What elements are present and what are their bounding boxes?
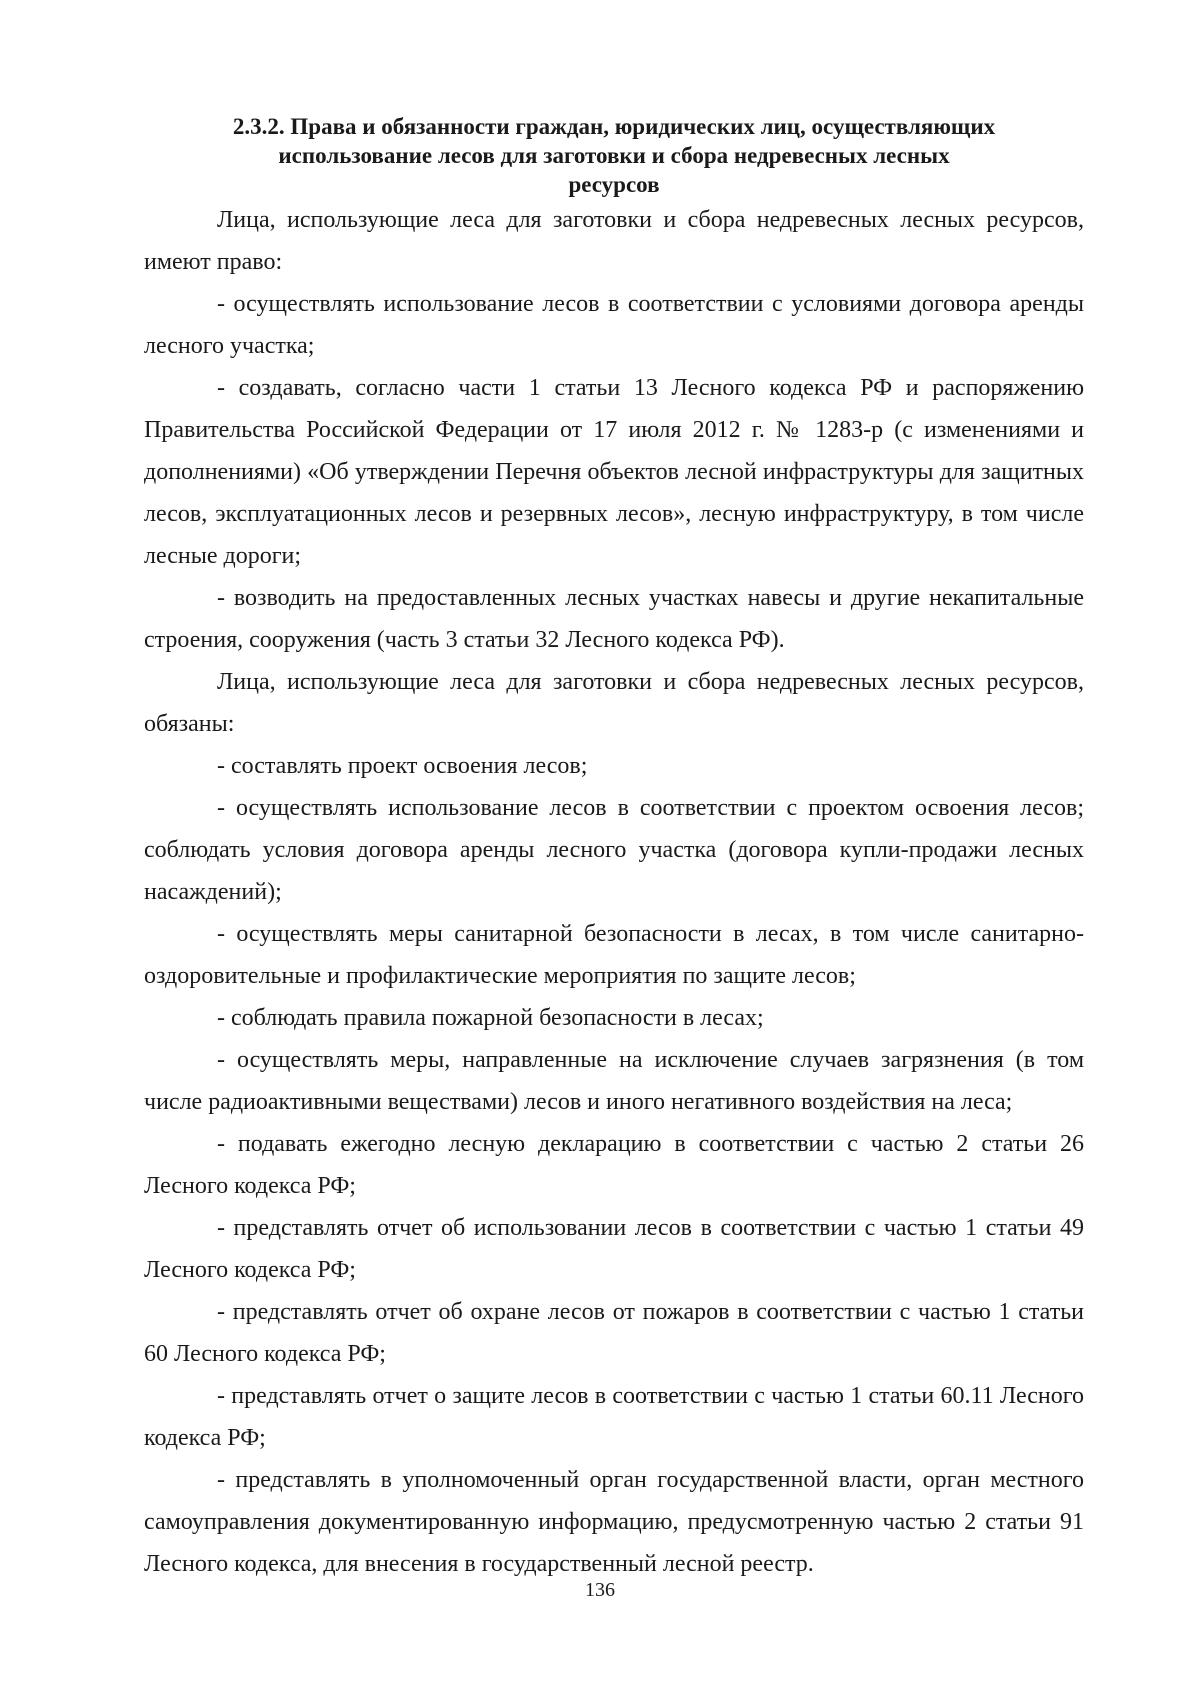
section-heading bbox=[144, 112, 1084, 199]
paragraph-duty-sanitary: - осуществлять меры санитарной безопасности в лесах, в том числе санитарно-оздоровительные и профилактические мероприятия по защите лесов; bbox=[144, 921, 1084, 989]
heading-line-2: использование лесов для заготовки и сбора недревесных лесных bbox=[278, 143, 950, 168]
heading-line-3: ресурсов bbox=[568, 172, 660, 197]
paragraph-right-lease: - осуществлять использование лесов в соответствии с условиями договора аренды лесного участка; bbox=[144, 291, 1084, 359]
paragraph-duty-use: - осуществлять использование лесов в соответствии с проектом освоения лесов; соблюдать условия договора аренды лесного участка (договора купли-продажи лесных насаждений); bbox=[144, 795, 1084, 905]
paragraph-duty-project: - составлять проект освоения лесов; bbox=[217, 753, 588, 779]
paragraph-duties-intro: Лица, использующие леса для заготовки и сбора недревесных лесных ресурсов, обязаны: bbox=[144, 669, 1084, 737]
heading-line-1: 2.3.2. Права и обязанности граждан, юридических лиц, осуществляющих bbox=[232, 114, 996, 139]
paragraph-rights-intro: Лица, использующие леса для заготовки и сбора недревесных лесных ресурсов, имеют право: bbox=[144, 207, 1084, 275]
paragraph-duty-fire-safety: - соблюдать правила пожарной безопасности в лесах; bbox=[217, 1005, 764, 1031]
paragraph-duty-fire-report: - представлять отчет об охране лесов от пожаров в соответствии с частью 1 статьи 60 Лесного кодекса РФ; bbox=[144, 1299, 1084, 1367]
document-page bbox=[144, 112, 1084, 1585]
paragraph-duty-pollution: - осуществлять меры, направленные на исключение случаев загрязнения (в том числе радиоактивными веществами) лесов и иного негативного воздействия на леса; bbox=[144, 1047, 1084, 1115]
paragraph-duty-declaration: - подавать ежегодно лесную декларацию в соответствии с частью 2 статьи 26 Лесного кодекса РФ; bbox=[144, 1131, 1084, 1199]
paragraph-duty-protection-report: - представлять отчет о защите лесов в соответствии с частью 1 статьи 60.11 Лесного кодекса РФ; bbox=[144, 1383, 1084, 1451]
paragraph-right-infrastructure: - создавать, согласно части 1 статьи 13 Лесного кодекса РФ и распоряжению Правительства Российской Федерации от 17 июля 2012 г. № 1283-р (с изменениями и дополнениями) «Об утверждении Перечня объектов лесной инфраструктуры для защитных лесов, эксплуатационных лесов и резервных лесов», лесную инфраструктуру, в том числе лесные дороги; bbox=[144, 375, 1084, 569]
page-number: 136 bbox=[585, 1579, 615, 1601]
paragraph-duty-registry-info: - представлять в уполномоченный орган государственной власти, орган местного самоуправления документированную информацию, предусмотренную частью 2 статьи 91 Лесного кодекса, для внесения в государственный лесной реестр. bbox=[144, 1467, 1084, 1577]
paragraph-right-structures: - возводить на предоставленных лесных участках навесы и другие некапитальные строения, сооружения (часть 3 статьи 32 Лесного кодекса РФ). bbox=[144, 585, 1084, 653]
paragraph-duty-usage-report: - представлять отчет об использовании лесов в соответствии с частью 1 статьи 49 Лесного кодекса РФ; bbox=[144, 1215, 1084, 1283]
